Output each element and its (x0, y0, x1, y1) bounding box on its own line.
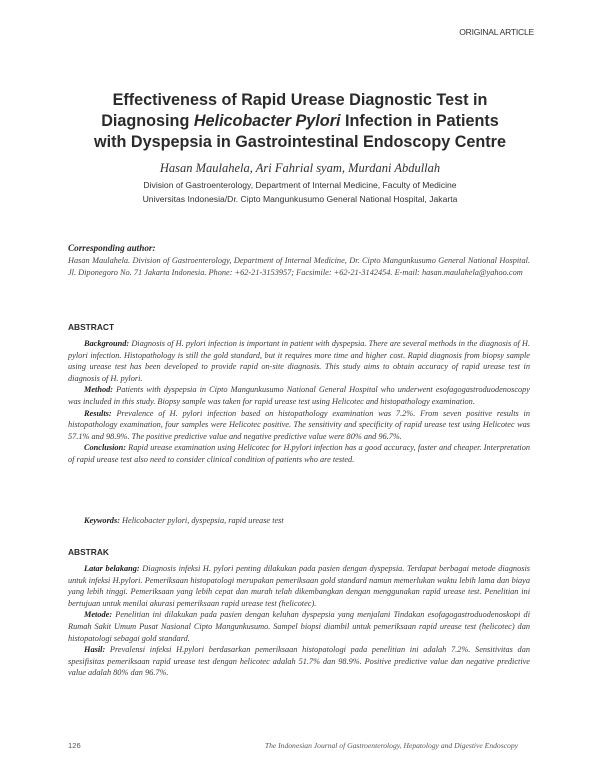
article-type-label: ORIGINAL ARTICLE (459, 27, 534, 37)
affiliation-line-1: Division of Gastroenterology, Department of Internal Medicine, Faculty of Medicine (143, 180, 457, 190)
latar-belakang-label: Latar belakang: (84, 564, 140, 573)
abstrak-latar-belakang (68, 563, 530, 609)
background-text: Diagnosis of H. pylori infection is important in patient with dyspepsia. There are several methods in the diagnosis of H. pylori infection. Histopathology is still the gold standard, but it requires more time and higher cost. Rapid diagnosis from biopsy sample using urease test has been developed to provide rapid on-site diagnosis. This study aims to obtain accuracy of rapid urease test in diagnosis of H. pylori. (68, 339, 530, 383)
author-list: Hasan Maulahela, Ari Fahrial syam, Murdani Abdullah (159, 161, 441, 175)
abstract-background (68, 338, 530, 384)
abstrak-body (68, 563, 530, 679)
keywords-line (84, 516, 284, 525)
affiliation-line-2: Universitas Indonesia/Dr. Cipto Mangunkusumo General National Hospital, Jakarta (142, 193, 458, 204)
abstract-heading: ABSTRACT (68, 322, 115, 332)
title-species-name: Helicobacter Pylori (193, 112, 341, 130)
hasil-label: Hasil: (84, 645, 106, 655)
article-title (60, 90, 540, 153)
page-number: 126 (68, 741, 81, 750)
keywords-label: Keywords: (84, 516, 120, 525)
hasil-text: Prevalensi infeksi H.pylori berdasarkan pemeriksaan histopatologi pada penelitian ini adalah 7.2%. Sensitivitas dan spesifisitas pemeriksaan rapid urease test dengan helicotec adalah 51.7% dan 98.9%. Positive predictive value dan negative predictive value adalah 80% dan 96.7%. (68, 645, 530, 678)
method-label: Method: (84, 385, 114, 395)
method-text: Patients with dyspepsia in Cipto Mangunkusumo National General Hospital who underwent esofagogastroduodenoscopy was included in this study. Biopsy sample was taken for rapid urease test using Helicotec and histopathology examination. (68, 385, 530, 406)
abstrak-hasil (68, 644, 530, 679)
author-affiliation (60, 179, 540, 206)
title-line-1: Effectiveness of Rapid Urease Diagnostic Test in (112, 91, 488, 109)
journal-name: The Indonesian Journal of Gastroenterology, Hepatology and Digestive Endoscopy (264, 741, 518, 750)
keywords-text: Helicobacter pylori, dyspepsia, rapid urease test (119, 516, 284, 525)
corresponding-author-heading: Corresponding author: (68, 243, 156, 253)
abstract-body (68, 338, 530, 466)
abstrak-metode (68, 609, 530, 644)
metode-label: Metode: (84, 610, 113, 620)
corresponding-author-details: Hasan Maulahela. Division of Gastroenterology, Department of Internal Medicine, Dr. Cipto Mangunkusumo General National Hospital. Jl. Diponegoro No. 71 Jakarta Indonesia. Phone: +62-21-3153957; Facsimile: +62-21-3142454. E-mail: hasan.maulahela@yahoo.com (68, 256, 530, 277)
abstract-method (68, 384, 530, 407)
results-text: Prevalence of H. pylori infection based on histopathology examination was 7.2%. From seven positive results in histopathology examination, four samples were Helicotec positive. The sensitivity and specificity of rapid urease test using Helicotec was 57.1% and 98.9%. The positive predictive value and negative predictive value were 80% and 96.7%. (68, 408, 530, 441)
title-line-2-end: Infection in Patients (340, 112, 499, 130)
conclusion-text: Rapid urease examination using Helicotec for H.pylori infection has a good accuracy, faster and cheaper. Interpretation of rapid urease test also need to consider clinical condition of patients who are tested. (68, 443, 530, 464)
metode-text: Penelitian ini dilakukan pada pasien dengan keluhan dyspepsia yang menjalani Tindakan esofagogastroduodenoskopi di Rumah Sakit Umum Pusat Nasional Cipto Mangunkusumo. Sampel biopsi diambil untuk pemeriksaan rapid urease test (helicotec) dan histopatologi sebagai gold standard. (68, 610, 530, 643)
results-label: Results: (84, 408, 112, 418)
title-line-3: with Dyspepsia in Gastrointestinal Endoscopy Centre (94, 133, 506, 151)
title-line-2 (60, 111, 540, 132)
title-line-2-start: Diagnosing (101, 112, 194, 130)
background-label: Background: (84, 339, 130, 348)
abstract-conclusion (68, 442, 530, 465)
latar-belakang-text: Diagnosis infeksi H. pylori penting dilakukan pada pasien dengan dyspepsia. Terdapat berbagai metode diagnosis untuk infeksi H.pylori. Pemeriksaan histopatologi merupakan pemeriksaan gold standard namun memerlukan waktu lebih lama dan biaya yang lebih tinggi. Pemeriksaan yang lebih cepat dan murah telah dikembangkan dengan menggunakan rapid urease test. Penelitian ini bertujuan untuk menilai akurasi pemeriksaan rapid urease test (helicotec). (68, 564, 530, 608)
abstrak-heading: ABSTRAK (68, 547, 109, 557)
abstract-results (68, 408, 530, 443)
conclusion-label: Conclusion: (84, 443, 126, 453)
